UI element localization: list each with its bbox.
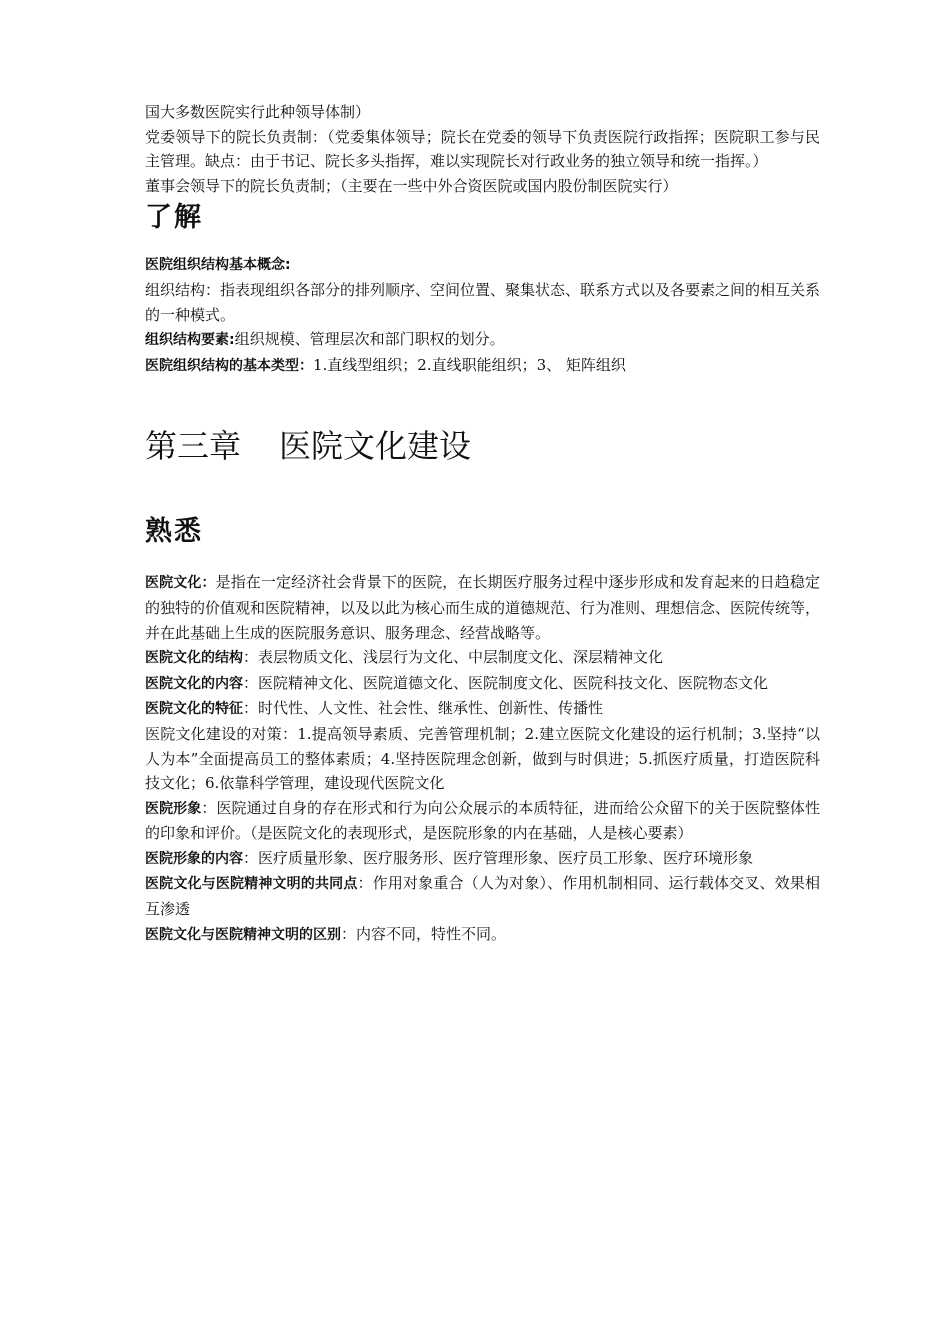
bold-label: 医院文化与医院精神文明的共同点 <box>145 876 358 893</box>
bold-label: 组织结构要素: <box>145 332 235 349</box>
heading-familiar: 熟悉 <box>145 516 203 548</box>
paragraph-leadership-system-tail <box>145 100 820 125</box>
paragraph-hospital-image <box>145 796 820 846</box>
document-page <box>145 100 820 947</box>
paragraph-concept-text <box>145 278 820 327</box>
paragraph-text: ：医疗质量形象、医疗服务形、医疗管理形象、医疗员工形象、医疗环境形象 <box>243 848 754 867</box>
paragraph-text: 国大多数医院实行此种领导体制） <box>145 103 371 121</box>
paragraph-structure-elements <box>145 327 820 353</box>
paragraph-culture-features <box>145 696 820 722</box>
paragraph-differences <box>145 922 820 948</box>
bold-label: 医院文化的特征 <box>145 701 243 718</box>
paragraph-text: 组织结构：指表现组织各部分的排列顺序、空间位置、聚集状态、联系方式以及各要素之间的相互关系的一种模式。 <box>145 280 821 324</box>
paragraph-text: ：内容不同，特性不同。 <box>341 924 507 943</box>
paragraph-text: ：作用对象重合（人为对象）、作用机制相同、运行载体交叉、效果相互渗透 <box>145 874 820 919</box>
bold-label: 医院组织结构的基本类型： <box>145 357 313 374</box>
paragraph-culture-content <box>145 671 820 697</box>
chapter-name: 医院文化建设 <box>279 427 472 466</box>
paragraph-hospital-culture <box>145 570 820 645</box>
bold-label: 医院文化的内容 <box>145 675 243 692</box>
paragraph-culture-structure <box>145 645 820 671</box>
bold-label: 医院形象 <box>145 800 202 817</box>
paragraph-text: ：表层物质文化、浅层行为文化、中层制度文化、深层精神文化 <box>243 648 664 667</box>
paragraph-image-content <box>145 846 820 872</box>
heading-understand: 了解 <box>145 202 203 234</box>
bold-label: 医院文化的结构 <box>145 650 243 667</box>
chapter-title <box>145 424 820 468</box>
bold-label: 医院文化与医院精神文明的区别 <box>145 926 341 943</box>
paragraph-board-system <box>145 174 820 199</box>
paragraph-text: ：时代性、人文性、社会性、继承性、创新性、传播性 <box>243 699 604 718</box>
paragraph-text: ：医院精神文化、医院道德文化、医院制度文化、医院科技文化、医院物态文化 <box>243 673 769 692</box>
paragraph-text: ：医院通过自身的存在形式和行为向公众展示的本质特征，进而给公众留下的关于医院整体性的印象和评价。（是医院文化的表现形式，是医院形象的内在基础，人是核心要素） <box>145 798 821 843</box>
paragraph-text: 是指在一定经济社会背景下的医院，在长期医疗服务过程中逐步形成和发育起来的日趋稳定的独特的价值观和医院精神，以及以此为核心而生成的道德规范、行为准则、理想信念、医院传统等，并在此基础上生成的医院服务意识、服务理念、经营战略等。 <box>145 573 821 642</box>
paragraph-text: 董事会领导下的院长负责制；（主要在一些中外合资医院或国内股份制医院实行） <box>145 176 678 195</box>
paragraph-text: 医院文化建设的对策：1.提高领导素质、完善管理机制；2.建立医院文化建设的运行机制；3.坚持“以人为本”全面提高员工的整体素质；4.坚持医院理念创新，做到与时俱进；5.抓医疗质量，打造医院科技文化；6.依靠科学管理，建设现代医院文化 <box>145 724 820 793</box>
paragraph-concept-title <box>145 252 820 278</box>
paragraph-text: 党委领导下的院长负责制：（党委集体领导；院长在党委的领导下负责医院行政指挥；医院职工参与民主管理。缺点：由于书记、院长多头指挥，难以实现院长对行政业务的独立领导和统一指挥。） <box>145 127 820 171</box>
paragraph-text: 组织规模、管理层次和部门职权的划分。 <box>234 330 505 349</box>
paragraph-common-points <box>145 871 820 921</box>
paragraph-structure-types <box>145 353 820 379</box>
chapter-number: 第三章 <box>145 427 242 466</box>
bold-label: 医院组织结构基本概念: <box>145 257 291 274</box>
paragraph-party-committee-system <box>145 125 820 174</box>
paragraph-text: 1.直线型组织；2.直线职能组织；3、 矩阵组织 <box>313 355 626 374</box>
bold-label: 医院形象的内容 <box>145 850 243 867</box>
paragraph-culture-strategies <box>145 722 820 796</box>
bold-label: 医院文化： <box>145 575 216 592</box>
